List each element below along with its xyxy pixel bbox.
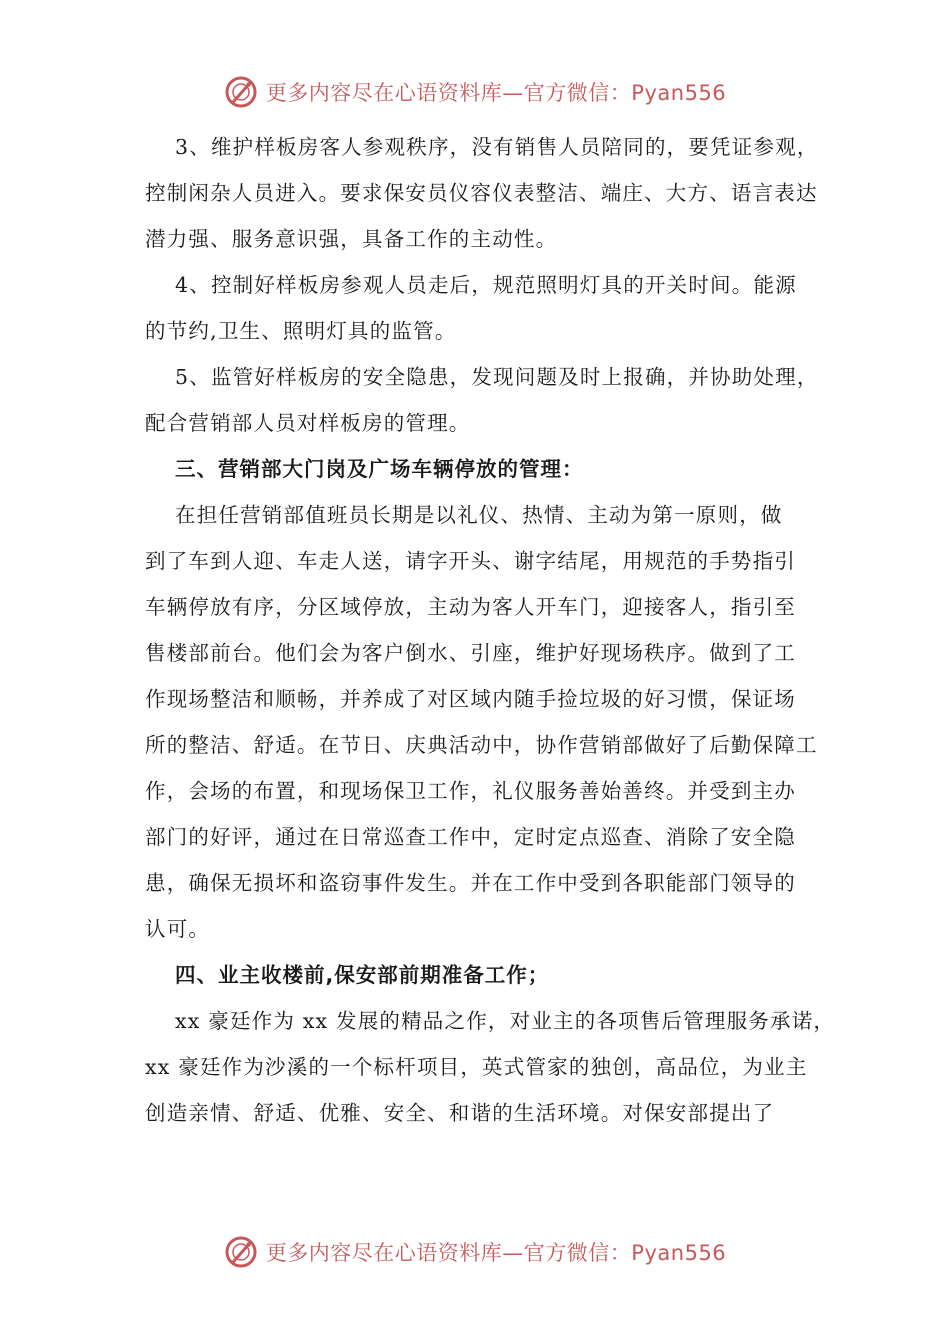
section-heading-4: 四、业主收楼前,保安部前期准备工作； — [175, 963, 550, 987]
watermark-banner-bottom — [0, 1232, 950, 1272]
seal-logo-icon — [224, 75, 258, 109]
watermark-banner-top — [0, 72, 950, 112]
paragraph-section-4 — [145, 998, 836, 1136]
text-line: 作现场整洁和顺畅，并养成了对区域内随手捡垃圾的好习惯，保证场 — [145, 687, 796, 711]
text-line: 控制闲杂人员进入。要求保安员仪容仪表整洁、端庄、大方、语言表达 — [145, 181, 818, 205]
text-line: 3、维护样板房客人参观秩序，没有销售人员陪同的，要凭证参观， — [175, 135, 819, 159]
text-line: 配合营销部人员对样板房的管理。 — [145, 411, 471, 435]
text-line: 作，会场的布置，和现场保卫工作，礼仪服务善始善终。并受到主办 — [145, 779, 796, 803]
text-line: 售楼部前台。他们会为客户倒水、引座，维护好现场秩序。做到了工 — [145, 641, 796, 665]
paragraph-item-4 — [145, 262, 825, 354]
text-line: 认可。 — [145, 917, 211, 941]
text-line: 在担任营销部值班员长期是以礼仪、热情、主动为第一原则，做 — [175, 503, 783, 527]
text-line: xx 豪廷作为沙溪的一个标杆项目，英式管家的独创，高品位，为业主 — [145, 1055, 808, 1079]
text-line: 5、监管好样板房的安全隐患，发现问题及时上报确，并协助处理， — [175, 365, 819, 389]
text-line: 的节约,卫生、照明灯具的监管。 — [145, 319, 457, 343]
text-line: 车辆停放有序，分区域停放，主动为客人开车门，迎接客人，指引至 — [145, 595, 796, 619]
text-line: xx 豪廷作为 xx 发展的精品之作，对业主的各项售后管理服务承诺， — [175, 1009, 836, 1033]
text-line: 所的整洁、舒适。在节日、庆典活动中，协作营销部做好了后勤保障工 — [145, 733, 818, 757]
text-line: 到了车到人迎、车走人送，请字开头、谢字结尾，用规范的手势指引 — [145, 549, 796, 573]
watermark-text: 更多内容尽在心语资料库—官方微信：Pyan556 — [265, 81, 727, 105]
watermark-text: 更多内容尽在心语资料库—官方微信：Pyan556 — [265, 1241, 727, 1265]
text-line: 创造亲情、舒适、优雅、安全、和谐的生活环境。对保安部提出了 — [145, 1101, 775, 1125]
paragraph-section-3 — [145, 492, 825, 952]
paragraph-item-3 — [145, 124, 825, 262]
paragraph-item-5 — [145, 354, 825, 446]
document-body — [145, 124, 836, 1136]
text-line: 患，确保无损坏和盗窃事件发生。并在工作中受到各职能部门领导的 — [145, 871, 796, 895]
text-line: 4、控制好样板房参观人员走后，规范照明灯具的开关时间。能源 — [175, 273, 797, 297]
text-line: 部门的好评，通过在日常巡查工作中，定时定点巡查、消除了安全隐 — [145, 825, 796, 849]
section-heading-3: 三、营销部大门岗及广场车辆停放的管理： — [175, 457, 584, 481]
seal-logo-icon — [224, 1235, 258, 1269]
text-line: 潜力强、服务意识强，具备工作的主动性。 — [145, 227, 558, 251]
